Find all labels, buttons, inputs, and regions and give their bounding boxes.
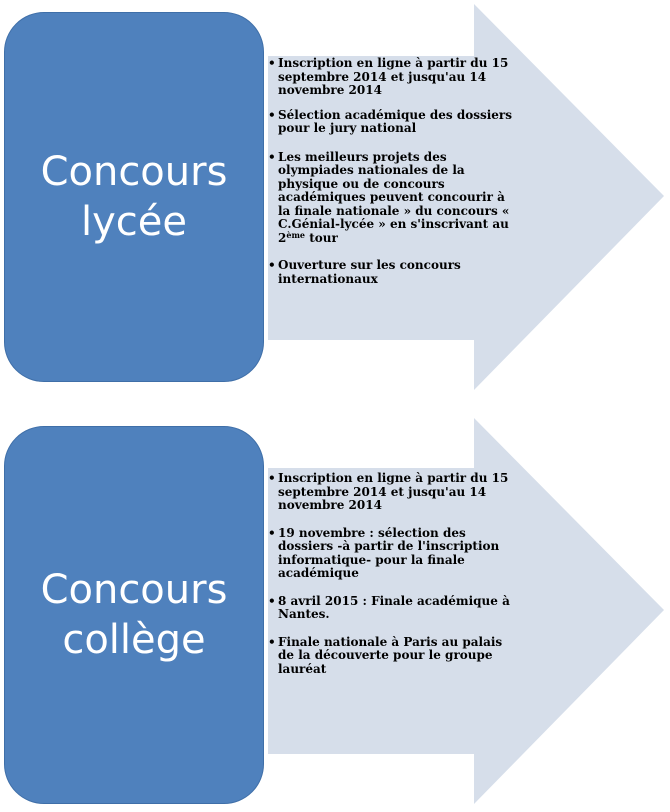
bullet-icon: • [268,593,276,608]
title-badge [4,426,264,804]
list-item: • Finale nationale à Paris au palais de la découverte pour le groupe lauréat [268,634,503,676]
list-item: • Inscription en ligne à partir du 15 septembre 2014 et jusqu'au 14 novembre 2014 [268,56,509,97]
item-list [268,472,518,676]
list-item: • 19 novembre : sélection des dossiers -à partir de l'inscription informatique- pour la finale académique [268,525,500,580]
title-line-2: collège [62,617,206,663]
bullet-icon: • [268,634,276,649]
list-item: • Inscription en ligne à partir du 15 septembre 2014 et jusqu'au 14 novembre 2014 [268,471,509,512]
list-item: • 8 avril 2015 : Finale académique à Nantes. [268,593,510,621]
item-list [268,57,518,286]
title-line-1: Concours [40,567,228,613]
section-college [0,412,670,812]
bullet-icon: • [268,258,276,272]
title-badge [4,12,264,382]
title-line-1: Concours [40,149,228,195]
list-item: • Les meilleurs projets des olympiades nationales de la physique ou de concours académiques peuvent concourir à la finale nationale » du concours « C.Génial-lycée » en s'inscrivant au 2ème tour [268,149,510,245]
section-lycee [0,0,670,400]
list-item: • Sélection académique des dossiers pour le jury national [268,107,513,135]
bullet-icon: • [268,56,276,70]
list-item: • Ouverture sur les concours internationaux [268,258,461,286]
bullet-icon: • [268,525,276,540]
title-line-2: lycée [80,199,187,245]
bullet-icon: • [268,107,276,122]
bullet-icon: • [268,471,276,485]
bullet-icon: • [268,149,276,164]
